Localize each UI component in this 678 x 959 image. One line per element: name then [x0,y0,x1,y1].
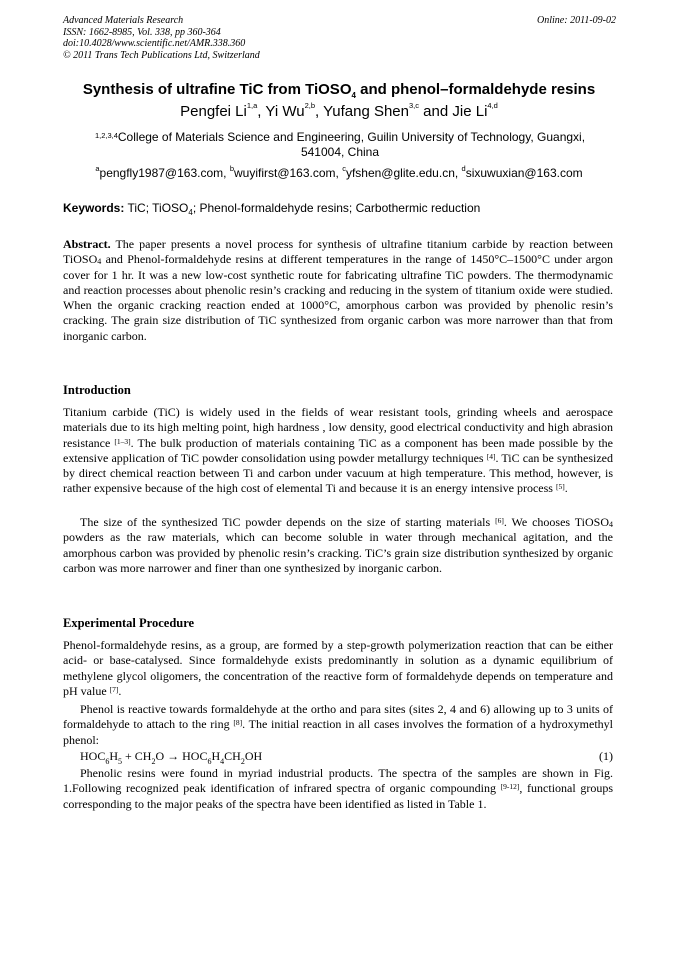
experimental-paragraph-3: Phenolic resins were found in myriad industrial products. The spectra of the samples are shown in Fig. 1.Following recognized peak identification of infrared spectra of organic compounding [9-12], functional groups corresponding to the major peaks of the spectra have been identified as listed in Table 1. [63,766,613,811]
copyright-line: © 2011 Trans Tech Publications Ltd, Switzerland [63,49,260,61]
abstract: Abstract. The paper presents a novel process for synthesis of ultrafine titanium carbide by reaction between TiOSO$_4$ and Phenol-formaldehyde resins at different temperatures in the range of 1450°C–1500°C under argon cover for 1 hr. It was a new low-cost synthetic route for fabricating ultrafine TiC powders. The thermodynamic and reaction processes about phenolic resin’s cracking and reducing in the system of titanium oxide were studied. When the organic cracking reaction ended at 1000°C, amorphous carbon was provided by phenolic resin’s cracking. The grain size distribution of TiC synthesized from organic carbon was more narrower than that from inorganic carbon. [63,237,613,343]
email-address[interactable]: $^c$yfshen@glite.edu.cn [342,164,455,180]
citation[interactable]: [7] [109,684,119,694]
section-heading-experimental: Experimental Procedure [63,616,195,630]
online-date: Online: 2011-09-02 [537,15,616,26]
introduction-paragraph-2: The size of the synthesized TiC powder depends on the size of starting materials [6]. We chooses TiOSO$_4$ powders as the raw materials, which can become soluble in water through mechanical agitation, and the amorphous carbon was provided by phenolic resin’s cracking. TiC’s grain size distribution synthesized by organic carbon was more narrower and finer than one synthesized by inorganic carbon. [63,515,614,575]
author: Yi Wu$^{2,b}$, [265,101,324,120]
author: Jie Li$^{4,d}$ [452,101,498,120]
email-list: $^a$pengfly1987@163.com, $^b$wuyifirst@163.com, $^c$yfshen@glite.edu.cn, $^d$sixuwuxian@163.com [95,164,583,180]
doi-line: doi:10.4028/www.scientific.net/AMR.338.360 [63,38,246,49]
citation[interactable]: [9-12] [500,782,520,792]
citation[interactable]: [5] [555,482,565,492]
experimental-paragraph-2: Phenol is reactive towards formaldehyde at the ortho and para sites (sites 2, 4 and 6) allowing up to 3 units of formaldehyde to attach to the ring [8]. The initial reaction in all cases involves the formation of a hydroxymethyl phenol: [63,702,613,747]
author-list [0,103,678,120]
paper-title: Synthesis of ultrafine TiC from TiOSO$_4$ and phenol–formaldehyde resins [82,81,596,100]
citation[interactable]: [8] [233,718,243,728]
affiliation: $^{1,2,3,4}$College of Materials Science and Engineering, Guilin University of Technology, Guangxi, 541004, China [94,130,586,159]
author: Yufang Shen$^{3,c}$ and [323,101,453,120]
keywords: Keywords: TiC; TiOSO$_4$; Phenol-formaldehyde resins; Carbothermic reduction [63,201,481,217]
section-heading-introduction: Introduction [63,383,131,397]
equation-1: $HOC_6H_5 + CH_2O \to HOC_6H_4CH_2OH$ (1) [80,749,613,766]
email-address[interactable]: $^d$sixuwuxian@163.com [461,164,583,180]
journal-name: Advanced Materials Research [63,15,184,26]
abstract-label: Abstract. [63,237,111,251]
keywords-label: Keywords: [63,201,125,215]
author: Pengfei Li$^{1,a}$, [180,101,266,120]
citation[interactable]: [1–3] [114,436,131,446]
issn-line: ISSN: 1662-8985, Vol. 338, pp 360-364 [63,26,221,38]
citation[interactable]: [4] [486,451,496,461]
email-address[interactable]: $^b$wuyifirst@163.com [229,164,336,180]
journal-header [63,15,260,61]
introduction-paragraph-1: Titanium carbide (TiC) is widely used in the fields of wear resistant tools, grinding wheels and aerospace materials due to its high melting point, high hardness , low density, good electrical conductivity and high abrasion resistance [1–3]. The bulk production of materials containing TiC as a component has been made possible by the extensive application of TiC powder consolidation using powder metallurgy techniques [4]. TiC can be synthesized by direct chemical reaction between Ti and carbon under vacuum at high temperature. This method, however, is rather expensive because of the high cost of elemental Ti and because it is an energy intensive process [5]. [63,405,613,496]
experimental-paragraph-1: Phenol-formaldehyde resins, as a group, are formed by a step-growth polymerization reaction that can be either acid- or base-catalysed. Since formaldehyde exists predominantly in solution as a dynamic equilibrium of methylene glycol oligomers, the concentration of the reactive form of formaldehyde depends on temperature and pH value [7]. [63,638,613,698]
citation[interactable]: [6] [495,516,504,525]
email-address[interactable]: $^a$pengfly1987@163.com [95,164,224,180]
equation-number: (1) [599,749,613,763]
